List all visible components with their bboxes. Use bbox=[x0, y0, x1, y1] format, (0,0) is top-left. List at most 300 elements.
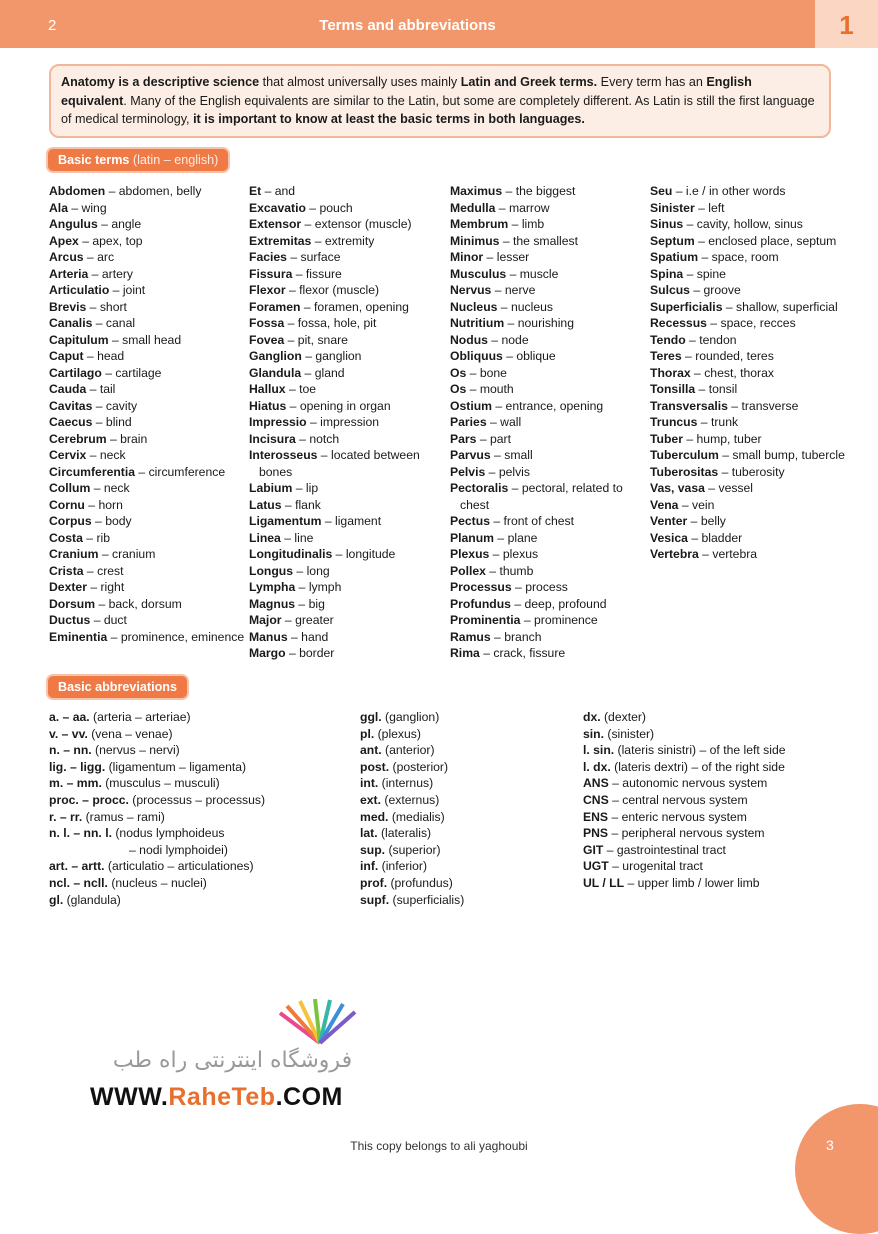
abbreviation-entry bbox=[360, 759, 464, 776]
term-english: transverse bbox=[741, 398, 799, 413]
term-entry: Ala – wing bbox=[49, 200, 107, 215]
term-english: hump, tuber bbox=[696, 431, 762, 446]
term-entry: Cranium – cranium bbox=[49, 547, 156, 561]
term-entry: Tuberositas – tuberosity bbox=[650, 464, 785, 479]
term-latin: Vesica bbox=[650, 530, 688, 545]
abbreviation-entry bbox=[360, 825, 464, 842]
term-entry: Medulla – marrow bbox=[450, 200, 550, 215]
term-entry: Nucleus – nucleus bbox=[450, 299, 553, 314]
term-entry: Ganglion – ganglion bbox=[249, 349, 362, 363]
term-english: space, room bbox=[711, 250, 779, 264]
term-entry: Longus – long bbox=[249, 563, 330, 578]
term-entry: Canalis – canal bbox=[49, 316, 136, 330]
term-entry: Nutritium – nourishing bbox=[450, 316, 574, 330]
term-latin: Ala bbox=[49, 200, 68, 215]
term-entry: Ostium – entrance, opening bbox=[450, 398, 604, 413]
term-entry: Latus – flank bbox=[249, 497, 321, 512]
term-latin: Arcus bbox=[49, 250, 84, 264]
term-entry: Caecus – blind bbox=[49, 415, 132, 429]
term-english: blind bbox=[105, 415, 132, 429]
abbreviation-short: PNS bbox=[583, 826, 609, 841]
abbreviation-short: med. bbox=[360, 809, 389, 824]
term-entry: Margo – border bbox=[249, 646, 335, 660]
abbreviation-short: ext. bbox=[360, 792, 382, 807]
term-entry: Lympha – lymph bbox=[249, 580, 342, 594]
term-latin: Latus bbox=[249, 497, 282, 512]
term-english: apex, top bbox=[92, 233, 143, 248]
term-english: enclosed place, septum bbox=[708, 233, 837, 248]
abbreviation-meaning: (plexus) bbox=[374, 726, 421, 741]
term-latin: Pelvis bbox=[450, 464, 486, 479]
left-page-number: 2 bbox=[48, 17, 57, 34]
abbreviation-meaning: (inferior) bbox=[378, 859, 428, 874]
term-entry: Incisura – notch bbox=[249, 431, 340, 446]
term-english: lymph bbox=[308, 580, 342, 594]
term-entry: Os – bone bbox=[450, 365, 507, 380]
term-latin: Vas, vasa bbox=[650, 481, 705, 495]
abbreviation-short: GIT bbox=[583, 842, 604, 857]
abbreviation-meaning: (lateralis) bbox=[377, 826, 432, 841]
term-english: cartilage bbox=[115, 365, 162, 380]
abbreviation-short: gl. bbox=[49, 892, 64, 907]
term-entry: Ramus – branch bbox=[450, 629, 542, 644]
term-latin: Hallux bbox=[249, 382, 286, 396]
term-latin: Glandula bbox=[249, 365, 302, 380]
term-latin: Ramus bbox=[450, 629, 491, 644]
term-english: canal bbox=[105, 316, 136, 330]
term-latin: Rima bbox=[450, 646, 480, 660]
term-english: nucleus bbox=[510, 299, 553, 314]
abbreviation-entry bbox=[360, 726, 464, 743]
abbreviations-column-3 bbox=[583, 709, 786, 892]
term-entry: Sinister – left bbox=[650, 200, 725, 215]
term-latin: Interosseus bbox=[249, 448, 318, 462]
abbreviation-entry bbox=[49, 775, 265, 792]
term-latin: Longus bbox=[249, 563, 294, 578]
term-entry: Profundus – deep, profound bbox=[450, 596, 607, 611]
term-latin: Nutritium bbox=[450, 316, 505, 330]
page-corner bbox=[795, 1104, 878, 1234]
term-english: rounded, teres bbox=[695, 349, 774, 363]
term-latin: Pollex bbox=[450, 563, 486, 578]
abbreviation-short: lig. – ligg. bbox=[49, 759, 106, 774]
term-latin: Caecus bbox=[49, 415, 93, 429]
term-english: mouth bbox=[479, 382, 514, 396]
term-latin: Ductus bbox=[49, 613, 91, 627]
term-english: prominence bbox=[534, 613, 598, 627]
term-entry: Cartilago – cartilage bbox=[49, 365, 162, 380]
abbreviation-meaning: – upper limb / lower limb bbox=[624, 875, 760, 890]
term-entry: Circumferentia – circumference bbox=[49, 464, 226, 479]
term-entry: Minor – lesser bbox=[450, 250, 530, 264]
term-english: vertebra bbox=[712, 547, 758, 561]
abbreviation-meaning: (articulatio – articulationes) bbox=[104, 859, 254, 874]
term-latin: Membrum bbox=[450, 217, 509, 231]
term-latin: Pectoralis bbox=[450, 481, 509, 495]
abbreviation-meaning: – nodi lymphoidei) bbox=[129, 842, 228, 857]
term-latin: Prominentia bbox=[450, 613, 521, 627]
term-entry: Nodus – node bbox=[450, 332, 529, 347]
term-english: brain bbox=[120, 431, 148, 446]
term-entry: Tuberculum – small bump, tubercle bbox=[650, 448, 845, 462]
terms-column-2 bbox=[249, 183, 449, 662]
term-english: front of chest bbox=[503, 514, 574, 528]
term-english: prominence, eminence bbox=[120, 629, 245, 644]
term-entry: Cerebrum – brain bbox=[49, 431, 148, 446]
term-latin: Thorax bbox=[650, 365, 691, 380]
term-entry: Arcus – arc bbox=[49, 250, 115, 264]
term-entry: Et – and bbox=[249, 184, 296, 198]
intro-segment: . Many of the English equivalents are similar to the Latin, but some are completely different. As Latin is still the first language of medical terminology, bbox=[61, 93, 815, 126]
abbreviation-entry bbox=[49, 892, 265, 909]
term-entry: Foramen – foramen, opening bbox=[249, 299, 409, 314]
abbreviation-meaning: (anterior) bbox=[381, 743, 435, 758]
term-english: pectoral, related to chest bbox=[460, 481, 623, 512]
term-english: small bbox=[504, 448, 533, 462]
term-latin: Sulcus bbox=[650, 283, 690, 297]
term-english: head bbox=[97, 349, 125, 363]
term-english: short bbox=[99, 299, 127, 314]
term-entry: Arteria – artery bbox=[49, 266, 134, 281]
abbreviation-short: ant. bbox=[360, 743, 382, 758]
abbreviation-meaning: (nucleus – nuclei) bbox=[107, 875, 207, 890]
term-english: long bbox=[306, 563, 330, 578]
term-latin: Cavitas bbox=[49, 398, 93, 413]
basic-abbreviations-heading bbox=[48, 676, 187, 698]
term-entry: Hallux – toe bbox=[249, 382, 317, 396]
term-latin: Margo bbox=[249, 646, 286, 660]
term-entry: Musculus – muscle bbox=[450, 266, 559, 281]
term-english: shallow, superficial bbox=[736, 299, 838, 314]
term-english: chest, thorax bbox=[704, 365, 774, 380]
abbreviation-entry bbox=[583, 842, 786, 859]
term-entry: Vas, vasa – vessel bbox=[650, 481, 754, 495]
term-entry: Fovea – pit, snare bbox=[249, 332, 348, 347]
term-english: opening in organ bbox=[299, 398, 391, 413]
term-english: i.e / in other words bbox=[685, 184, 786, 198]
term-latin: Teres bbox=[650, 349, 682, 363]
term-latin: Seu bbox=[650, 184, 673, 198]
abbreviation-short: m. – mm. bbox=[49, 776, 102, 791]
abbreviation-meaning: (lateris dextri) – of the right side bbox=[610, 759, 785, 774]
term-latin: Incisura bbox=[249, 431, 296, 446]
abbreviation-short: ggl. bbox=[360, 710, 382, 724]
term-latin: Septum bbox=[650, 233, 695, 248]
intro-segment: it is important to know at least the basic terms in both languages. bbox=[193, 112, 585, 126]
term-english: ligament bbox=[335, 514, 382, 528]
term-english: the smallest bbox=[513, 233, 579, 248]
term-english: trunk bbox=[710, 415, 739, 429]
term-english: deep, profound bbox=[524, 596, 607, 611]
term-entry: Vena – vein bbox=[650, 497, 715, 512]
term-latin: Truncus bbox=[650, 415, 698, 429]
term-english: nerve bbox=[504, 283, 536, 297]
watermark-url: WWW.RaheTeb.COM bbox=[90, 1083, 343, 1111]
book-fan-logo-icon bbox=[275, 998, 365, 1048]
term-english: arc bbox=[97, 250, 115, 264]
term-latin: Longitudinalis bbox=[249, 547, 333, 561]
term-latin: Cervix bbox=[49, 448, 87, 462]
term-latin: Sinister bbox=[650, 200, 695, 215]
term-entry: Longitudinalis – longitude bbox=[249, 547, 396, 561]
term-latin: Capitulum bbox=[49, 332, 109, 347]
term-english: cavity bbox=[105, 398, 138, 413]
abbreviation-entry bbox=[49, 792, 265, 809]
term-entry: Corpus – body bbox=[49, 514, 132, 528]
term-entry: Obliquus – oblique bbox=[450, 349, 556, 363]
term-latin: Spina bbox=[650, 266, 684, 281]
term-latin: Excavatio bbox=[249, 200, 306, 215]
term-english: notch bbox=[309, 431, 340, 446]
watermark-persian-text: فروشگاه اینترنتی راه طب bbox=[112, 1048, 353, 1073]
term-entry: Extensor – extensor (muscle) bbox=[249, 217, 412, 231]
abbreviation-short: inf. bbox=[360, 859, 379, 874]
term-english: process bbox=[525, 580, 568, 594]
abbreviation-entry bbox=[360, 742, 464, 759]
right-page-number: 3 bbox=[826, 1137, 834, 1153]
term-english: bladder bbox=[701, 530, 743, 545]
term-english: part bbox=[490, 431, 512, 446]
term-english: border bbox=[299, 646, 335, 660]
abbreviation-meaning: (glandula) bbox=[63, 892, 121, 907]
intro-segment: that almost universally uses mainly bbox=[259, 75, 461, 89]
term-entry: Articulatio – joint bbox=[49, 283, 146, 297]
term-english: groove bbox=[703, 283, 741, 297]
term-english: joint bbox=[122, 283, 146, 297]
term-latin: Brevis bbox=[49, 299, 87, 314]
intro-segment: Every term has an bbox=[597, 75, 707, 89]
term-entry: Processus – process bbox=[450, 580, 568, 594]
term-english: marrow bbox=[508, 200, 550, 215]
abbreviation-entry bbox=[360, 858, 464, 875]
term-latin: Tendo bbox=[650, 332, 686, 347]
term-latin: Impressio bbox=[249, 415, 307, 429]
abbreviation-entry bbox=[49, 742, 265, 759]
abbreviation-meaning: (internus) bbox=[378, 776, 434, 791]
term-latin: Medulla bbox=[450, 200, 496, 215]
term-latin: Cranium bbox=[49, 547, 99, 561]
term-entry: Glandula – gland bbox=[249, 365, 345, 380]
term-entry: Tuber – hump, tuber bbox=[650, 431, 762, 446]
term-entry: Recessus – space, recces bbox=[650, 316, 796, 330]
abbreviation-entry bbox=[360, 875, 464, 892]
abbreviation-short: a. – aa. bbox=[49, 710, 90, 724]
terms-column-1 bbox=[49, 183, 249, 645]
abbreviation-entry bbox=[49, 709, 265, 726]
term-latin: Paries bbox=[450, 415, 487, 429]
term-latin: Pectus bbox=[450, 514, 490, 528]
term-entry: Maximus – the biggest bbox=[450, 184, 576, 198]
term-entry: Dorsum – back, dorsum bbox=[49, 596, 182, 611]
term-entry: Thorax – chest, thorax bbox=[650, 365, 774, 380]
abbreviation-entry bbox=[49, 759, 265, 776]
term-english: fissure bbox=[305, 266, 342, 281]
term-latin: Tonsilla bbox=[650, 382, 696, 396]
term-latin: Ganglion bbox=[249, 349, 302, 363]
term-entry: Impressio – impression bbox=[249, 415, 380, 429]
term-english: space, recces bbox=[720, 316, 796, 330]
term-latin: Profundus bbox=[450, 596, 511, 611]
term-english: the biggest bbox=[515, 184, 576, 198]
term-entry: Apex – apex, top bbox=[49, 233, 143, 248]
abbreviation-short: prof. bbox=[360, 875, 388, 890]
term-latin: Superficialis bbox=[650, 299, 723, 314]
abbreviation-entry bbox=[49, 842, 265, 859]
intro-box bbox=[49, 64, 831, 138]
term-entry: Angulus – angle bbox=[49, 217, 142, 231]
abbreviation-short: sup. bbox=[360, 842, 386, 857]
abbreviation-short: ANS bbox=[583, 776, 609, 791]
term-latin: Spatium bbox=[650, 250, 699, 264]
term-entry: Abdomen – abdomen, belly bbox=[49, 184, 202, 198]
term-english: foramen, opening bbox=[314, 299, 409, 314]
abbreviation-entry bbox=[360, 775, 464, 792]
term-latin: Hiatus bbox=[249, 398, 287, 413]
term-entry: Collum – neck bbox=[49, 481, 130, 495]
abbreviation-meaning: – autonomic nervous system bbox=[608, 776, 768, 791]
abbreviation-short: proc. – procc. bbox=[49, 792, 129, 807]
abbreviation-short: UGT bbox=[583, 859, 609, 874]
term-english: toe bbox=[299, 382, 317, 396]
term-english: crest bbox=[97, 563, 124, 578]
term-entry: Pollex – thumb bbox=[450, 563, 534, 578]
term-english: spine bbox=[696, 266, 726, 281]
term-english: greater bbox=[295, 613, 334, 627]
abbreviation-short: n. l. – nn. l. bbox=[49, 826, 112, 841]
term-entry: Os – mouth bbox=[450, 382, 514, 396]
term-latin: Fovea bbox=[249, 332, 285, 347]
abbreviation-meaning: (arteria – arteriae) bbox=[89, 710, 191, 724]
term-entry: Sinus – cavity, hollow, sinus bbox=[650, 217, 803, 231]
term-entry: Superficialis – shallow, superficial bbox=[650, 299, 838, 314]
abbreviation-entry bbox=[49, 875, 265, 892]
term-latin: Flexor bbox=[249, 283, 286, 297]
abbreviation-entry bbox=[49, 858, 265, 875]
term-english: vein bbox=[692, 497, 715, 512]
abbreviation-meaning: (medialis) bbox=[388, 809, 445, 824]
abbreviation-short: UL / LL bbox=[583, 875, 625, 890]
abbreviation-meaning: (profundus) bbox=[387, 875, 453, 890]
term-latin: Apex bbox=[49, 233, 79, 248]
abbreviation-meaning: – peripheral nervous system bbox=[608, 826, 765, 841]
term-latin: Fossa bbox=[249, 316, 285, 330]
term-english: wing bbox=[81, 200, 107, 215]
term-latin: Cornu bbox=[49, 497, 85, 512]
page-title: Terms and abbreviations bbox=[319, 17, 496, 34]
term-english: tonsil bbox=[708, 382, 738, 396]
term-english: left bbox=[708, 200, 725, 215]
term-english: plane bbox=[507, 530, 538, 545]
term-english: wall bbox=[500, 415, 522, 429]
term-english: tendon bbox=[699, 332, 737, 347]
abbreviation-short: lat. bbox=[360, 826, 378, 841]
abbreviation-short: CNS bbox=[583, 792, 609, 807]
term-english: and bbox=[274, 184, 296, 198]
term-english: duct bbox=[103, 613, 127, 627]
terms-column-4 bbox=[650, 183, 850, 563]
term-entry: Pars – part bbox=[450, 431, 512, 446]
term-english: ganglion bbox=[315, 349, 362, 363]
abbreviation-entry bbox=[360, 892, 464, 909]
term-entry: Minimus – the smallest bbox=[450, 233, 579, 248]
term-latin: Venter bbox=[650, 514, 688, 528]
term-english: rib bbox=[96, 530, 110, 545]
term-latin: Dorsum bbox=[49, 596, 96, 611]
term-english: oblique bbox=[516, 349, 556, 363]
term-entry: Cavitas – cavity bbox=[49, 398, 138, 413]
term-english: circumference bbox=[148, 464, 226, 479]
abbreviation-short: dx. bbox=[583, 710, 601, 724]
abbreviation-entry bbox=[49, 809, 265, 826]
abbreviation-meaning: (superior) bbox=[385, 842, 441, 857]
term-entry: Venter – belly bbox=[650, 514, 726, 528]
term-entry: Crista – crest bbox=[49, 563, 124, 578]
term-english: lip bbox=[305, 481, 319, 495]
term-entry: Interosseus – located between bones bbox=[249, 448, 420, 479]
abbreviation-short: int. bbox=[360, 776, 379, 791]
term-latin: Angulus bbox=[49, 217, 98, 231]
abbreviation-meaning: (vena – venae) bbox=[87, 726, 173, 741]
term-english: located between bones bbox=[259, 448, 420, 479]
term-english: entrance, opening bbox=[505, 398, 604, 413]
term-latin: Extensor bbox=[249, 217, 302, 231]
term-english: vessel bbox=[718, 481, 754, 495]
term-english: lesser bbox=[496, 250, 530, 264]
term-latin: Dexter bbox=[49, 580, 87, 594]
term-entry: Seu – i.e / in other words bbox=[650, 184, 786, 198]
term-entry: Manus – hand bbox=[249, 629, 329, 644]
abbreviation-meaning: (processus – processus) bbox=[128, 792, 266, 807]
term-latin: Extremitas bbox=[249, 233, 312, 248]
term-entry: Labium – lip bbox=[249, 481, 319, 495]
abbreviation-short: n. – nn. bbox=[49, 743, 92, 758]
term-english: impression bbox=[320, 415, 380, 429]
term-latin: Processus bbox=[450, 580, 512, 594]
term-latin: Crista bbox=[49, 563, 84, 578]
term-english: back, dorsum bbox=[108, 596, 182, 611]
abbreviation-entry bbox=[360, 709, 464, 726]
term-entry: Major – greater bbox=[249, 613, 334, 627]
term-latin: Abdomen bbox=[49, 184, 106, 198]
term-entry: Dexter – right bbox=[49, 580, 125, 594]
term-entry: Magnus – big bbox=[249, 596, 325, 611]
term-entry: Flexor – flexor (muscle) bbox=[249, 283, 380, 297]
term-english: plexus bbox=[502, 547, 539, 561]
term-latin: Sinus bbox=[650, 217, 684, 231]
basic-terms-sublabel: (latin – english) bbox=[132, 153, 219, 167]
abbreviation-meaning: (lateris sinistri) – of the left side bbox=[614, 743, 786, 758]
abbreviation-meaning: (sinister) bbox=[604, 726, 655, 741]
term-english: hand bbox=[301, 629, 329, 644]
term-latin: Tuberositas bbox=[650, 464, 719, 479]
abbreviation-short: l. sin. bbox=[583, 743, 615, 758]
term-entry: Cornu – horn bbox=[49, 497, 123, 512]
term-latin: Planum bbox=[450, 530, 495, 545]
term-latin: Parvus bbox=[450, 448, 491, 462]
term-latin: Nervus bbox=[450, 283, 492, 297]
term-entry: Linea – line bbox=[249, 530, 314, 545]
abbreviation-short: supf. bbox=[360, 892, 390, 907]
abbreviation-short: v. – vv. bbox=[49, 726, 88, 741]
term-entry: Facies – surface bbox=[249, 250, 341, 264]
abbreviation-short: r. – rr. bbox=[49, 809, 83, 824]
abbreviations-column-1 bbox=[49, 709, 265, 908]
term-entry: Brevis – short bbox=[49, 299, 127, 314]
term-english: big bbox=[308, 596, 325, 611]
basic-abbreviations-label: Basic abbreviations bbox=[58, 680, 177, 694]
term-latin: Articulatio bbox=[49, 283, 110, 297]
term-entry: Eminentia – prominence, eminence bbox=[49, 629, 245, 644]
